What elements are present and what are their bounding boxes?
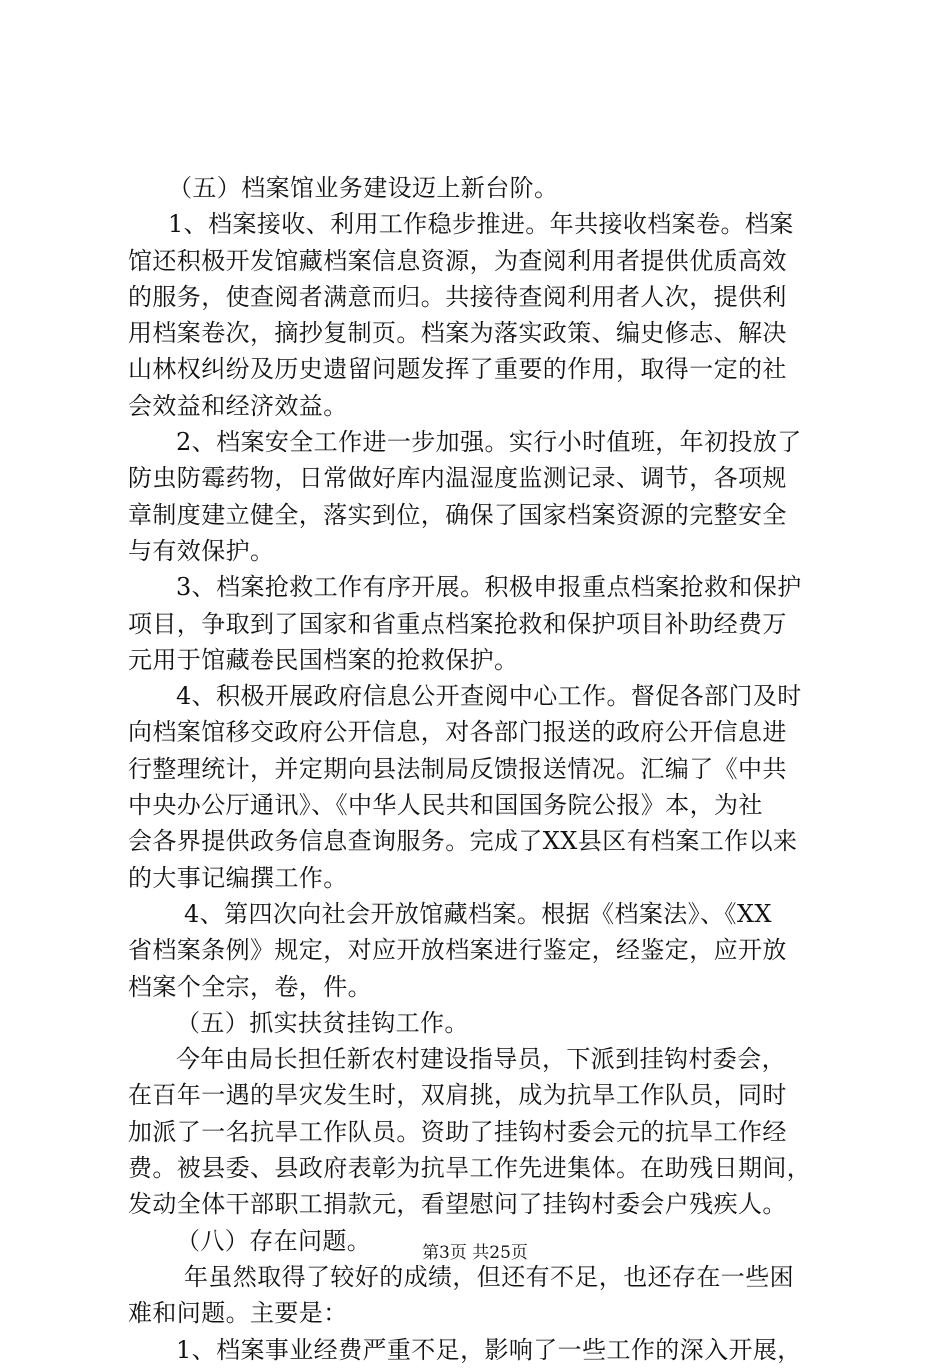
- paragraph-line: 元用于馆藏卷民国档案的抢救保护。: [128, 645, 519, 674]
- paragraph-line: 在百年一遇的旱灾发生时，双肩挑，成为抗旱工作队员，同时: [128, 1081, 787, 1110]
- paragraph-line: 2、档案安全工作进一步加强。实行小时值班，年初投放了: [176, 428, 802, 457]
- document-body: [128, 170, 848, 1368]
- paragraph-line: 难和问题。主要是：: [128, 1299, 348, 1328]
- paragraph-line: 年虽然取得了较好的成绩，但还有不足，也还存在一些困: [184, 1262, 794, 1291]
- paragraph-line: 发动全体干部职工捐款元，看望慰问了挂钩村委会户残疾人。: [128, 1190, 787, 1219]
- paragraph-line: 费。被县委、县政府表彰为抗旱工作先进集体。在助残日期间，: [128, 1154, 812, 1183]
- paragraph-line: 省档案条例》规定，对应开放档案进行鉴定，经鉴定，应开放: [128, 936, 787, 965]
- paragraph-line: 1、档案事业经费严重不足，影响了一些工作的深入开展，: [176, 1335, 802, 1364]
- paragraph-line: 项目，争取到了国家和省重点档案抢救和保护项目补助经费万: [128, 609, 787, 638]
- paragraph-line: 加派了一名抗旱工作队员。资助了挂钩村委会元的抗旱工作经: [128, 1117, 787, 1146]
- section-heading: （五）档案馆业务建设迈上新台阶。: [168, 174, 559, 202]
- paragraph-line: 档案个全宗，卷，件。: [128, 972, 372, 1001]
- paragraph-line: 向档案馆移交政府公开信息，对各部门报送的政府公开信息进: [128, 718, 787, 747]
- paragraph-line: 的大事记编撰工作。: [128, 863, 348, 892]
- paragraph-line: 3、档案抢救工作有序开展。积极申报重点档案抢救和保护: [176, 573, 802, 602]
- paragraph-line: 1、档案接收、利用工作稳步推进。年共接收档案卷。档案: [168, 210, 794, 239]
- section-heading: （五）抓实扶贫挂钩工作。: [176, 1008, 469, 1037]
- paragraph-line: 的服务，使查阅者满意而归。共接待查阅利用者人次，提供利: [128, 282, 787, 311]
- page-number-footer: 第3页 共25页: [422, 1243, 528, 1263]
- paragraph-line: 今年由局长担任新农村建设指导员，下派到挂钩村委会，: [176, 1045, 786, 1074]
- paragraph-line: 4、第四次向社会开放馆藏档案。根据《档案法》、《XX: [184, 899, 772, 928]
- paragraph-line: 会效益和经济效益。: [128, 391, 348, 420]
- paragraph-line: 山林权纠纷及历史遗留问题发挥了重要的作用，取得一定的社: [128, 355, 787, 384]
- paragraph-line: 用档案卷次，摘抄复制页。档案为落实政策、编史修志、解决: [128, 319, 787, 348]
- paragraph-line: 4、积极开展政府信息公开查阅中心工作。督促各部门及时: [176, 682, 802, 711]
- paragraph-line: 中央办公厅通讯》、《中华人民共和国国务院公报》本，为社: [128, 791, 763, 820]
- paragraph-line: 会各界提供政务信息查询服务。完成了XX县区有档案工作以来: [128, 827, 798, 856]
- paragraph-line: 与有效保护。: [128, 536, 275, 565]
- section-heading: （八）存在问题。: [176, 1226, 372, 1255]
- paragraph-line: 防虫防霉药物，日常做好库内温湿度监测记录、调节，各项规: [128, 464, 787, 493]
- paragraph-line: 行整理统计，并定期向县法制局反馈报送情况。汇编了《中共: [128, 754, 787, 783]
- paragraph-line: 馆还积极开发馆藏档案信息资源，为查阅利用者提供优质高效: [128, 246, 787, 275]
- paragraph-line: 章制度建立健全，落实到位，确保了国家档案资源的完整安全: [128, 500, 787, 529]
